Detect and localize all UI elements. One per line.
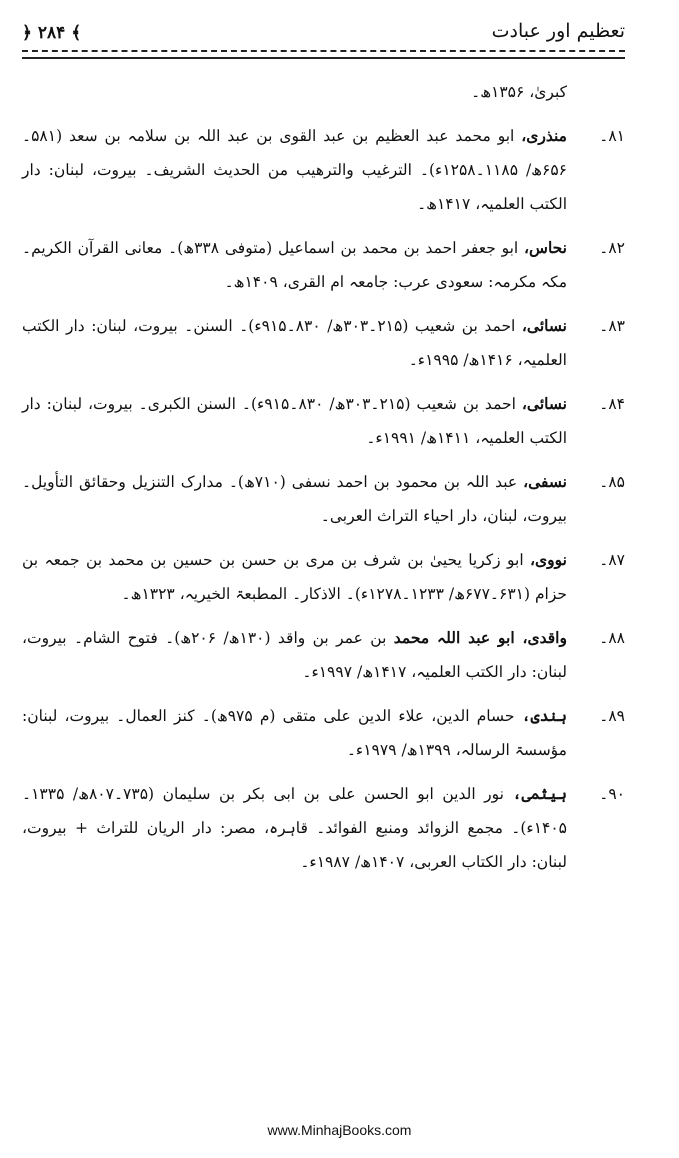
entry-text: بن عمر بن واقد (۱۳۰ھ/ ۲۰۶ھ)۔ فتوح الشام۔ بیروت، لبنان: دار الکتب العلمیہ، ۱۴۱۷ھ/ ۱۹۹۷ء۔ [22, 629, 567, 681]
entry-author: منذری، [521, 126, 567, 145]
entry-number: ۸۳۔ [599, 317, 625, 335]
entry-text: حسام الدین، علاء الدین علی متقی (م ۹۷۵ھ)۔ کنز العمال۔ بیروت، لبنان: مؤسسۃ الرسالہ، ۱۳۹۹ھ/ ۱۹۷۹ء۔ [22, 707, 567, 759]
footer-website-link[interactable]: www.MinhajBooks.com [267, 1122, 412, 1138]
bibliography-entry [22, 309, 625, 377]
entry-text: ابو جعفر احمد بن محمد بن اسماعیل (متوفی ۳۳۸ھ)۔ معانی القرآن الکریم۔ مکہ مکرمہ: سعودی عرب: جامعہ ام القری، ۱۴۰۹ھ۔ [22, 239, 567, 291]
entry-number: ۸۱۔ [599, 127, 625, 145]
entry-author: نحاس، [524, 238, 567, 257]
page-header [22, 18, 625, 58]
page-number: ﴾ ۲۸۴ ﴿ [22, 23, 82, 43]
entry-number: ۸۲۔ [599, 239, 625, 257]
entry-number: ۸۵۔ [599, 473, 625, 491]
entry-text: احمد بن شعیب (۲۱۵۔۳۰۳ھ/ ۸۳۰۔۹۱۵ء)۔ السنن الکبری۔ بیروت، لبنان: دار الکتب العلمیہ، ۱۴۱۱ھ/ ۱۹۹۱ء۔ [22, 395, 567, 447]
bibliography-entry [22, 699, 625, 767]
entry-author: نسائی، [521, 316, 567, 335]
entry-number: ۸۸۔ [599, 629, 625, 647]
entry-body [22, 777, 567, 879]
entry-number: ۹۰۔ [599, 785, 625, 803]
entry-text: عبد اللہ بن محمود بن احمد نسفی (۷۱۰ھ)۔ مدارک التنزیل وحقائق التأویل۔ بیروت، لبنان، دار احیاء التراث العربی۔ [22, 473, 567, 525]
entry-body [22, 387, 567, 455]
entry-author: نووی، [530, 550, 567, 569]
bibliography-list [22, 75, 625, 879]
entry-body [22, 543, 567, 611]
header-dashed-rule [22, 50, 625, 52]
header-solid-rule [22, 57, 625, 59]
entry-author: ہندی، [521, 706, 567, 725]
running-title: تعظیم اور عبادت [491, 20, 625, 42]
entry-body [22, 621, 567, 689]
bibliography-entry [22, 119, 625, 221]
entry-author: ہیثمی، [512, 784, 567, 803]
bibliography-entry [22, 621, 625, 689]
entry-body [22, 309, 567, 377]
continuation-text: کبریٰ، ۱۳۵۶ھ۔ [471, 83, 567, 101]
bibliography-entry [22, 231, 625, 299]
bibliography-entry [22, 465, 625, 533]
entry-author: نسفی، [523, 472, 567, 491]
entry-number: ۸۴۔ [599, 395, 625, 413]
bibliography-entry [22, 387, 625, 455]
bibliography-entry [22, 543, 625, 611]
entry-text: ابو محمد عبد العظیم بن عبد القوی بن عبد اللہ بن سلامہ بن سعد (۵۸۱۔ ۶۵۶ھ/ ۱۱۸۵۔۱۲۵۸ء)۔ الترغیب والترھیب من الحدیث الشریف۔ بیروت، لبنان: دار الکتب العلمیہ، ۱۴۱۷ھ۔ [22, 127, 567, 213]
entry-body [22, 231, 567, 299]
entry-number: ۸۹۔ [599, 707, 625, 725]
entry-author: نسائی، [521, 394, 567, 413]
entry-text: نور الدین ابو الحسن علی بن ابی بکر بن سلیمان (۷۳۵۔۸۰۷ھ/ ۱۳۳۵۔ ۱۴۰۵ء)۔ مجمع الزوائد ومنبع الفوائد۔ قاہرہ، مصر: دار الریان للتراث + بیروت، لبنان: دار الکتاب العربی، ۱۴۰۷ھ/ ۱۹۸۷ء۔ [22, 785, 567, 871]
entry-text: احمد بن شعیب (۲۱۵۔۳۰۳ھ/ ۸۳۰۔۹۱۵ء)۔ السنن۔ بیروت، لبنان: دار الکتب العلمیہ، ۱۴۱۶ھ/ ۱۹۹۵ء۔ [22, 317, 567, 369]
bibliography-entry [22, 777, 625, 879]
entry-number: ۸۷۔ [599, 551, 625, 569]
entry-text: ابو زکریا یحییٰ بن شرف بن مری بن حسن بن حسین بن محمد بن جمعہ بن حزام (۶۳۱۔۶۷۷ھ/ ۱۲۳۳۔۱۲۷۸ء)۔ الاذکار۔ المطبعۃ الخیریہ، ۱۳۲۳ھ۔ [22, 551, 567, 603]
entry-body [22, 465, 567, 533]
entry-body [22, 699, 567, 767]
entry-author: واقدی، ابو عبد اللہ محمد [393, 628, 567, 647]
entry-body [22, 119, 567, 221]
